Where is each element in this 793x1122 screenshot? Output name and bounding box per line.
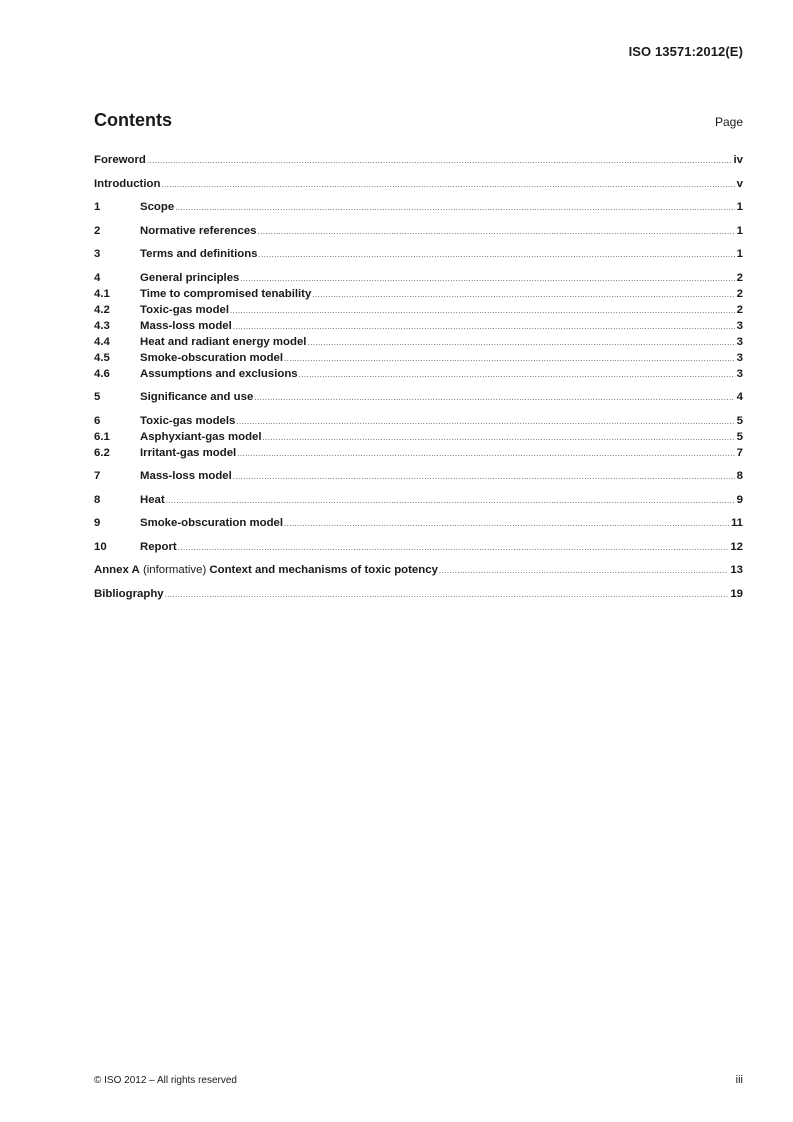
footer-page-number: iii: [735, 1074, 743, 1086]
toc-entry-page[interactable]: 8: [736, 470, 743, 482]
toc-entry-title[interactable]: Assumptions and exclusions: [140, 367, 298, 380]
toc-entry-page[interactable]: 2: [736, 303, 743, 316]
toc-entry-page[interactable]: 1: [736, 201, 743, 213]
document-id: ISO 13571:2012(E): [628, 44, 743, 59]
toc-entry-report[interactable]: [94, 539, 743, 555]
toc-entry-page[interactable]: 2: [736, 271, 743, 284]
dot-leader: [236, 414, 734, 430]
toc-entry-introduction[interactable]: [94, 176, 743, 192]
toc-entry-smoke-obscuration-model-section[interactable]: [94, 515, 743, 531]
toc-entry-normative-references[interactable]: [94, 223, 743, 239]
dot-leader: [284, 516, 729, 532]
toc-entry-title[interactable]: Introduction: [94, 177, 161, 190]
dot-leader: [259, 247, 735, 263]
annex-label: Annex A: [94, 564, 140, 576]
toc-entry-number: 6: [94, 414, 101, 427]
dot-leader: [284, 351, 735, 367]
toc-entry-general-principles[interactable]: [94, 270, 743, 286]
toc-entry-number: 8: [94, 493, 101, 506]
toc-entry-title[interactable]: Normative references: [140, 224, 257, 237]
toc-entry-smoke-obscuration-model[interactable]: [94, 350, 743, 366]
toc-entry-page[interactable]: iv: [733, 154, 743, 166]
toc-entry-number: 4.5: [94, 351, 110, 364]
page-column-label: Page: [714, 115, 743, 129]
table-of-contents: [94, 152, 743, 602]
toc-entry-number: 4.6: [94, 367, 110, 380]
toc-entry-heat[interactable]: [94, 492, 743, 508]
toc-entry-scope[interactable]: [94, 199, 743, 215]
toc-entry-page[interactable]: 11: [730, 517, 743, 529]
footer-copyright: © ISO 2012 – All rights reserved: [94, 1075, 237, 1086]
dot-leader: [299, 367, 735, 383]
toc-entry-title[interactable]: Significance and use: [140, 391, 254, 403]
dot-leader: [254, 390, 734, 406]
annex-note: (informative): [139, 564, 210, 576]
toc-entry-title[interactable]: Terms and definitions: [140, 248, 258, 260]
toc-entry-title[interactable]: Smoke-obscuration model: [140, 351, 284, 364]
toc-entry-title[interactable]: Toxic-gas models: [140, 414, 236, 427]
dot-leader: [175, 200, 734, 216]
contents-header: [94, 110, 743, 131]
toc-entry-irritant-gas-model[interactable]: [94, 445, 743, 461]
toc-entry-number: 4.4: [94, 335, 110, 348]
toc-entry-toxic-gas-models[interactable]: [94, 413, 743, 429]
toc-entry-number: 1: [94, 201, 101, 213]
toc-entry-page[interactable]: 1: [736, 248, 743, 260]
toc-entry-foreword[interactable]: [94, 152, 743, 168]
contents-title: Contents: [94, 110, 172, 130]
dot-leader: [258, 224, 735, 240]
dot-leader: [312, 287, 734, 303]
dot-leader: [165, 587, 729, 603]
toc-entry-number: 4: [94, 271, 101, 284]
annex-title: Context and mechanisms of toxic potency: [209, 564, 438, 576]
dot-leader: [161, 177, 734, 193]
toc-entry-number: 2: [94, 224, 101, 237]
toc-entry-number: 4.2: [94, 303, 110, 316]
toc-entry-number: 6.1: [94, 430, 110, 443]
toc-entry-title[interactable]: Smoke-obscuration model: [140, 517, 284, 529]
toc-entry-number: 7: [94, 470, 101, 482]
toc-entry-title[interactable]: Mass-loss model: [140, 470, 232, 482]
toc-entry-heat-and-radiant-energy-model[interactable]: [94, 334, 743, 350]
toc-entry-number: 4.1: [94, 287, 110, 300]
toc-entry-page[interactable]: 3: [736, 367, 743, 380]
toc-entry-page[interactable]: 13: [730, 564, 743, 576]
toc-entry-title[interactable]: Asphyxiant-gas model: [140, 430, 262, 443]
toc-entry-mass-loss-model[interactable]: [94, 318, 743, 334]
toc-entry-page[interactable]: 19: [730, 587, 743, 600]
toc-entry-title[interactable]: Foreword: [94, 154, 146, 166]
dot-leader: [166, 493, 735, 509]
toc-entry-title[interactable]: Irritant-gas model: [140, 446, 237, 459]
dot-leader: [439, 563, 728, 579]
dot-leader: [233, 319, 735, 335]
toc-entry-page[interactable]: 7: [736, 446, 743, 459]
toc-entry-page[interactable]: 4: [736, 391, 743, 403]
toc-entry-title[interactable]: Heat and radiant energy model: [140, 335, 307, 348]
toc-entry-page[interactable]: 5: [736, 430, 743, 443]
toc-entry-title[interactable]: [94, 562, 438, 578]
toc-entry-bibliography[interactable]: [94, 586, 743, 602]
toc-entry-title[interactable]: General principles: [140, 271, 240, 284]
toc-entry-title[interactable]: Report: [140, 540, 177, 553]
toc-entry-number: 4.3: [94, 319, 110, 332]
toc-entry-page[interactable]: v: [736, 177, 743, 190]
toc-entry-mass-loss-model-section[interactable]: [94, 468, 743, 484]
toc-entry-title[interactable]: Scope: [140, 201, 175, 213]
dot-leader: [237, 446, 734, 462]
toc-entry-title[interactable]: Toxic-gas model: [140, 303, 230, 316]
toc-entry-terms-and-definitions[interactable]: [94, 246, 743, 262]
toc-entry-page[interactable]: 2: [736, 287, 743, 300]
dot-leader: [178, 540, 729, 556]
toc-entry-number: 5: [94, 391, 101, 403]
toc-entry-time-to-compromised-tenability[interactable]: [94, 286, 743, 302]
toc-entry-page[interactable]: 5: [736, 414, 743, 427]
dot-leader: [230, 303, 735, 319]
toc-entry-number: 3: [94, 248, 101, 260]
dot-leader: [307, 335, 734, 351]
toc-entry-page[interactable]: 3: [736, 351, 743, 364]
toc-entry-annex-a[interactable]: [94, 562, 743, 578]
toc-entry-title[interactable]: Mass-loss model: [140, 319, 232, 332]
toc-entry-toxic-gas-model[interactable]: [94, 302, 743, 318]
dot-leader: [240, 271, 734, 287]
toc-entry-significance-and-use[interactable]: [94, 389, 743, 405]
toc-entry-title[interactable]: Heat: [140, 493, 165, 506]
toc-entry-page[interactable]: 1: [736, 224, 743, 237]
dot-leader: [233, 469, 735, 485]
toc-entry-asphyxiant-gas-model[interactable]: [94, 429, 743, 445]
toc-entry-assumptions-and-exclusions[interactable]: [94, 366, 743, 382]
toc-entry-number: 9: [94, 517, 101, 529]
toc-entry-page[interactable]: 3: [736, 335, 743, 348]
toc-entry-title[interactable]: Bibliography: [94, 587, 164, 600]
dot-leader: [147, 153, 732, 169]
dot-leader: [263, 430, 735, 446]
toc-entry-page[interactable]: 9: [736, 493, 743, 506]
toc-entry-number: 10: [94, 540, 107, 553]
toc-entry-page[interactable]: 12: [730, 540, 743, 553]
toc-entry-number: 6.2: [94, 446, 110, 459]
toc-entry-page[interactable]: 3: [736, 319, 743, 332]
toc-entry-title[interactable]: Time to compromised tenability: [140, 287, 312, 300]
